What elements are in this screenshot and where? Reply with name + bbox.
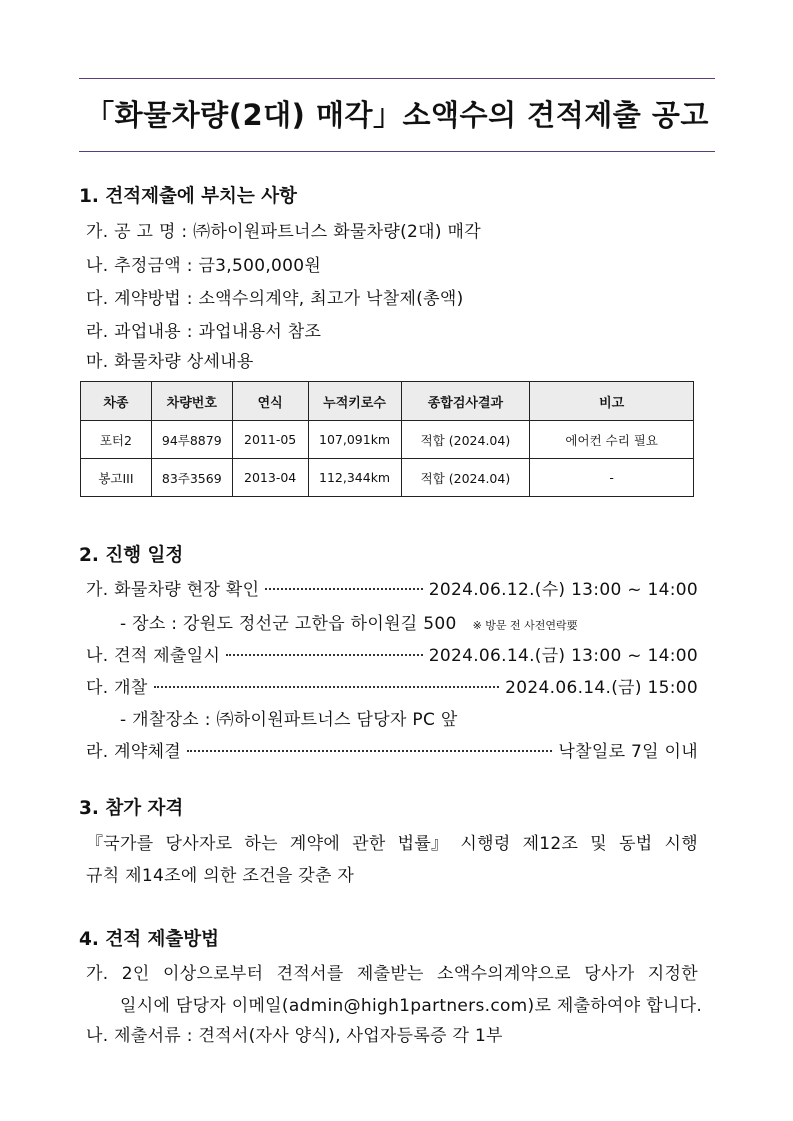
section-3-heading: 3. 참가 자격 — [79, 798, 184, 819]
schedule-label: 다. 개찰 — [86, 678, 148, 698]
word: 계약에 — [289, 834, 341, 854]
schedule-label: 나. 견적 제출일시 — [86, 646, 221, 666]
word: 지정한 — [647, 964, 698, 984]
word: 가. — [86, 964, 109, 984]
title-rule-top — [79, 78, 715, 79]
table-header-row — [81, 382, 694, 421]
schedule-value: 2024.06.14.(금) 13:00 ~ 14:00 — [428, 646, 698, 666]
schedule-opening-location: - 개찰장소 : ㈜하이원파트너스 담당자 PC 앞 — [120, 710, 458, 730]
qualification-line1 — [86, 829, 698, 854]
schedule-contract — [86, 737, 698, 762]
table-cell: 적합 (2024.04) — [401, 459, 530, 497]
word: 하는 — [244, 834, 278, 854]
section-2-heading: 2. 진행 일정 — [79, 545, 184, 566]
word: 당사자로 — [165, 834, 233, 854]
dot-leader — [187, 750, 552, 752]
submission-method-line1 — [86, 959, 698, 984]
word: 관한 — [352, 834, 386, 854]
submission-line1 — [86, 959, 698, 984]
word: 2인 — [121, 964, 150, 984]
submission-line2: 일시에 담당자 이메일(admin@high1partners.com)로 제출하여야 합니다. — [120, 996, 703, 1016]
section-4-heading: 4. 견적 제출방법 — [79, 929, 220, 950]
schedule-opening — [86, 673, 698, 698]
schedule-label: 라. 계약체결 — [86, 742, 182, 762]
table-header: 차량번호 — [151, 382, 232, 421]
word: 및 — [590, 834, 608, 854]
schedule-submission — [86, 641, 698, 666]
word: 시행 — [664, 834, 698, 854]
page-title: 「화물차량(2대) 매각」소액수의 견적제출 공고 — [85, 98, 709, 132]
qualification-line2: 규칙 제14조에 의한 조건을 갖춘 자 — [86, 866, 355, 886]
table-cell: 봉고III — [81, 459, 152, 497]
table-header: 종합검사결과 — [401, 382, 530, 421]
schedule-value: 2024.06.14.(금) 15:00 — [505, 678, 698, 698]
table-row — [81, 459, 694, 497]
table-header: 차종 — [81, 382, 152, 421]
visit-note: ※ 방문 전 사전연락要 — [472, 619, 578, 632]
item-vehicle-details: 마. 화물차량 상세내용 — [86, 352, 254, 372]
schedule-site-visit — [86, 575, 698, 600]
table-row — [81, 421, 694, 459]
submission-documents: 나. 제출서류 : 견적서(자사 양식), 사업자등록증 각 1부 — [86, 1026, 503, 1046]
word: 『국가를 — [86, 834, 154, 854]
table-cell: - — [530, 459, 694, 497]
table-cell: 83주3569 — [151, 459, 232, 497]
item-estimated-price: 나. 추정금액 : 금3,500,000원 — [86, 256, 322, 276]
item-notice-name: 가. 공 고 명 : ㈜하이원파트너스 화물차량(2대) 매각 — [86, 222, 481, 242]
table-header: 연식 — [232, 382, 308, 421]
table-cell: 2011-05 — [232, 421, 308, 459]
word: 이상으로부터 — [162, 964, 264, 984]
table-cell: 적합 (2024.04) — [401, 421, 530, 459]
schedule-label: 가. 화물차량 현장 확인 — [86, 580, 260, 600]
word: 시행령 — [460, 834, 511, 854]
table-cell: 포터2 — [81, 421, 152, 459]
schedule-value: 2024.06.12.(수) 13:00 ~ 14:00 — [428, 580, 698, 600]
table-cell: 에어컨 수리 필요 — [530, 421, 694, 459]
qualification-text-line1 — [86, 829, 698, 854]
item-task-content: 라. 과업내용 : 과업내용서 참조 — [86, 322, 322, 342]
table-cell: 112,344km — [308, 459, 401, 497]
table-cell: 107,091km — [308, 421, 401, 459]
word: 견적서를 — [276, 964, 344, 984]
section-1-heading: 1. 견적제출에 부치는 사항 — [79, 186, 297, 207]
table-cell: 2013-04 — [232, 459, 308, 497]
schedule-sub: - 장소 : 강원도 정선군 고한읍 하이원길 500 — [120, 614, 457, 634]
table-header: 누적키로수 — [308, 382, 401, 421]
item-contract-method: 다. 계약방법 : 소액수의계약, 최고가 낙찰제(총액) — [86, 289, 464, 309]
dot-leader — [265, 588, 422, 590]
word: 당사가 — [584, 964, 635, 984]
vehicle-table — [80, 381, 694, 497]
word: 제12조 — [522, 834, 579, 854]
word: 동법 — [619, 834, 653, 854]
dot-leader — [226, 654, 423, 656]
schedule-site-location — [120, 609, 578, 634]
table-header: 비고 — [530, 382, 694, 421]
table-cell: 94루8879 — [151, 421, 232, 459]
dot-leader — [154, 686, 500, 688]
schedule-value: 낙찰일로 7일 이내 — [558, 742, 698, 762]
word: 소액수의계약으로 — [437, 964, 571, 984]
word: 법률』 — [397, 834, 449, 854]
word: 제출받는 — [356, 964, 424, 984]
title-rule-bottom — [79, 151, 715, 152]
